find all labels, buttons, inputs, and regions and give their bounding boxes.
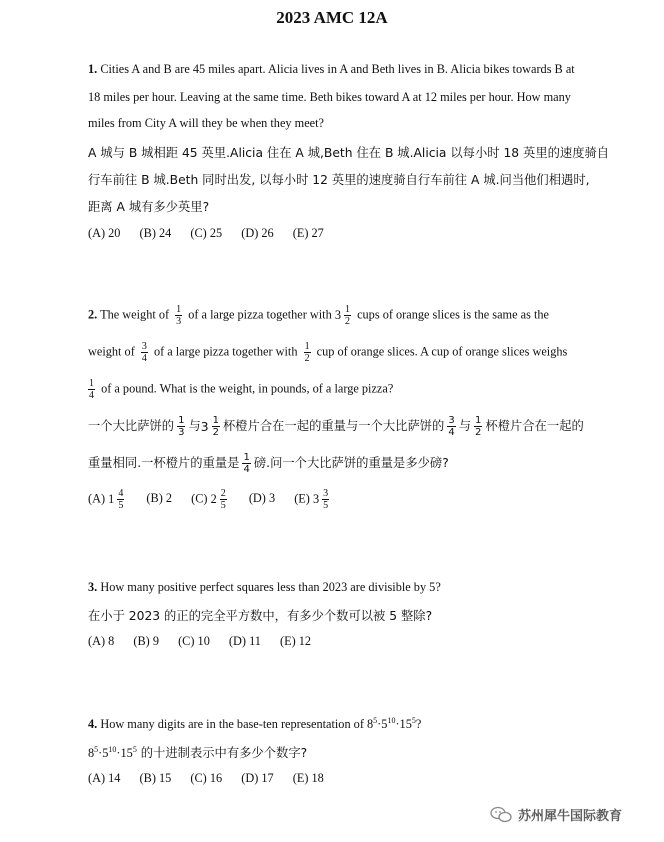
q2-choice-c: (C) 2 $\frac{2}{5}$ [191,488,226,511]
q3-number: 3. [88,580,98,594]
q1-chinese-1: A 城与 B 城相距 45 英里.Alicia 住在 A 城,Beth 住在 B 城.Alicia 以每小时 18 英里的速度骑自 [88,146,610,160]
q2-text-1c: cups of orange slices is the same as the [357,307,549,322]
q4-choice-d: (D) 17 [241,771,274,785]
q2-line-3 [88,378,578,401]
q4-number: 4. [88,717,98,731]
q2-chinese-1: 一个大比萨饼的 $\frac{1}{3}$ 与 3 $\frac{1}{2}$ 杯橙片合在一起的重量与一个大比萨饼的 $\frac{3}{4}$ 与 $\frac{1}{2}$ 杯橙片合在一起的 [88,415,584,438]
q3-choices [88,634,578,649]
fraction-one-third: $\frac{1}{3}$ [176,304,182,327]
q2-choice-a: (A) 1 $\frac{4}{5}$ [88,488,124,511]
q1-line-1 [88,62,578,77]
q1-choice-c: (C) 25 [190,226,223,240]
q2-line-1 [88,304,578,327]
wechat-icon [490,806,512,824]
q4-choice-b: (B) 15 [139,771,172,785]
q2-text-1a: The weight of [100,307,170,322]
q1-english-3: miles from City A will they be when they meet? [88,116,324,130]
q1-choice-d: (D) 26 [241,226,274,240]
q4-line-1: 4. How many digits are in the base-ten representation of $8^5\cdot 5^{10}\cdot 15^5$? [88,715,422,731]
q2-text-3: of a pound. What is the weight, in pounds, of a large pizza? [101,381,394,396]
watermark-text: 苏州犀牛国际教育 [518,809,623,824]
q4-choice-a: (A) 14 [88,771,121,785]
q2-line-2 [88,341,578,364]
q4-choice-e: (E) 18 [292,771,324,785]
q2-text-2b: of a large pizza together with [153,344,298,359]
q3-line-1 [88,580,578,595]
q3-choice-e: (E) 12 [280,634,312,648]
page-title: 2023 AMC 12A [276,8,388,27]
q1-english-2: 18 miles per hour. Leaving at the same time. Beth bikes toward A at 12 miles per hour. How many [88,90,571,104]
q1-choice-e: (E) 27 [292,226,324,240]
q2-choice-e: (E) 3 $\frac{3}{5}$ [294,488,329,511]
q1-choices [88,226,578,241]
q2-choices [88,488,578,511]
q4-english: How many digits are in the base-ten representation of [100,717,364,731]
q4-choice-c: (C) 16 [190,771,223,785]
q2-chinese-2: 重量相同.一杯橙片的重量是 $\frac{1}{4}$ 磅.问一个大比萨饼的重量是多少磅? [88,452,449,475]
q3-chinese: 在小于 2023 的正的完全平方数中，有多少个数可以被 5 整除? [88,609,433,623]
q4-chinese: $8^5\cdot 5^{10}\cdot 15^5$ 的十进制表示中有多少个数字? [88,744,308,760]
q1-chinese-3: 距离 A 城有多少英里? [88,200,210,214]
q2-choice-d: (D) 3 [248,491,276,506]
fraction-one-half: $\frac{1}{2}$ [304,341,310,364]
q4-choices [88,771,578,786]
watermark [490,805,622,824]
q3-choice-a: (A) 8 [88,634,115,648]
q1-choice-b: (B) 24 [139,226,172,240]
q3-choice-c: (C) 10 [178,634,210,648]
fraction-three-quarters: $\frac{3}{4}$ [141,341,147,364]
q4-expression: $8^5\cdot 5^{10}\cdot 15^5$ [367,715,416,731]
q1-english-1: Cities A and B are 45 miles apart. Alicia lives in A and Beth lives in B. Alicia bikes towards B at [100,62,575,76]
q1-choice-a: (A) 20 [88,226,121,240]
q2-text-1b: of a large pizza together with [188,307,332,322]
q3-english: How many positive perfect squares less than 2023 are divisible by 5? [100,580,441,594]
q3-choice-b: (B) 9 [133,634,159,648]
mixed-three-and-half: 3 $\frac{1}{2}$ [334,304,350,327]
q2-text-2a: weight of [88,344,135,359]
q1-chinese-2: 行车前往 B 城.Beth 同时出发, 以每小时 12 英里的速度骑自行车前往 A 城.问当他们相遇时, [88,173,590,187]
q2-number: 2. [88,307,98,322]
q1-number: 1. [88,62,98,76]
q2-text-2c: cup of orange slices. A cup of orange slices weighs [316,344,568,359]
q2-choice-b: (B) 2 [146,491,173,506]
fraction-one-quarter: $\frac{1}{4}$ [89,378,94,401]
q3-choice-d: (D) 11 [228,634,261,648]
